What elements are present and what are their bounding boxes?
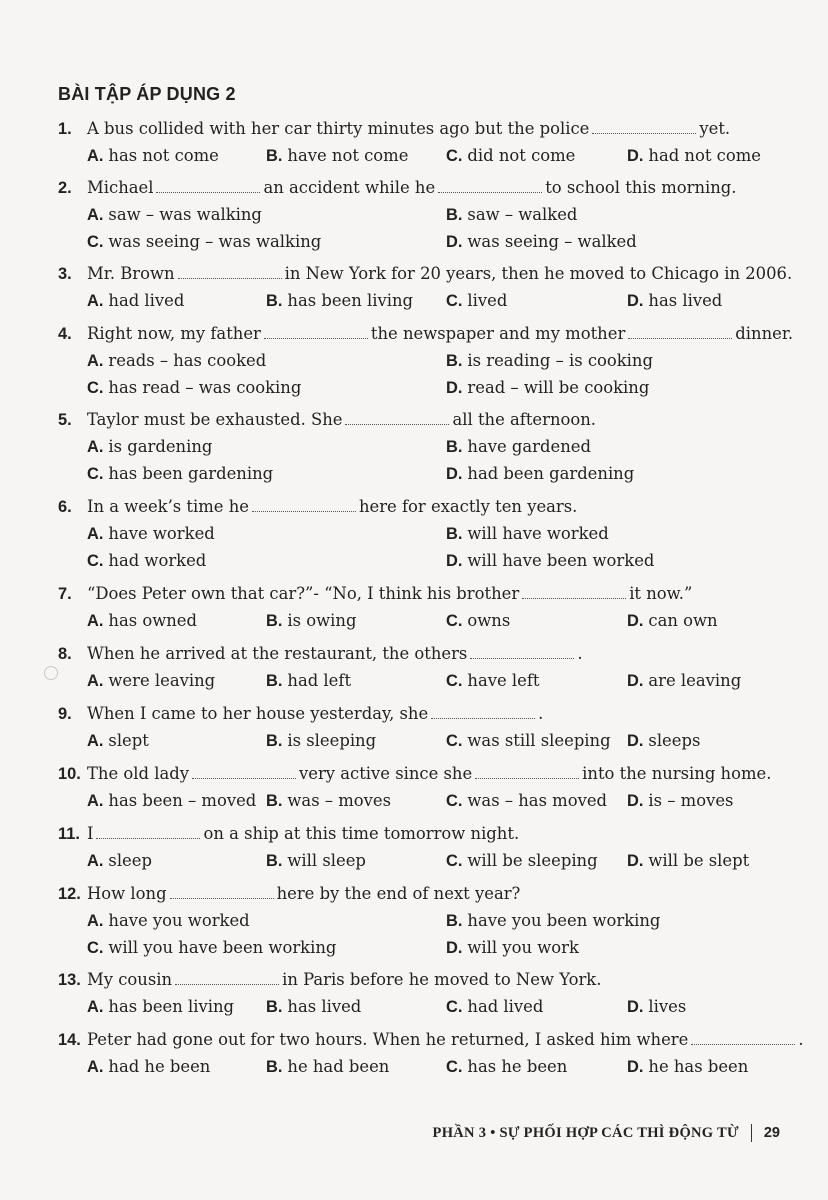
option-letter: C.: [446, 612, 463, 630]
question-number: 9.: [58, 705, 72, 723]
option-text: has owned: [108, 611, 198, 630]
options-row: [58, 907, 661, 934]
answer-blank[interactable]: [345, 412, 449, 425]
options-row: [58, 374, 793, 401]
option-text: has lived: [287, 997, 362, 1016]
option-text: have worked: [108, 524, 215, 543]
option-letter: B.: [266, 147, 283, 165]
question-number: 7.: [58, 585, 72, 603]
option-text: has read – was cooking: [108, 378, 302, 397]
option-b[interactable]: [266, 787, 391, 815]
option-letter: B.: [266, 852, 283, 870]
option-b[interactable]: [446, 520, 609, 548]
option-text: has been – moved: [108, 791, 257, 810]
options-row: [58, 228, 737, 255]
question-stem: [58, 966, 601, 993]
options-row: [58, 347, 793, 374]
option-a[interactable]: [87, 142, 219, 170]
answer-blank[interactable]: [264, 326, 368, 339]
question-14: [58, 1026, 804, 1080]
option-text: has he been: [467, 1057, 568, 1076]
option-letter: D.: [627, 852, 644, 870]
option-text: was – has moved: [467, 791, 608, 810]
option-a[interactable]: [87, 847, 152, 875]
options-row: [58, 547, 655, 574]
answer-blank[interactable]: [522, 586, 626, 599]
option-text: have not come: [287, 146, 409, 165]
option-text: slept: [108, 731, 149, 750]
question-stem: [58, 820, 519, 847]
option-b[interactable]: [266, 287, 413, 315]
option-text: is reading – is cooking: [467, 351, 653, 370]
option-letter: D.: [446, 465, 463, 483]
option-text: will have been worked: [467, 551, 655, 570]
question-stem: [58, 320, 793, 347]
option-text: will you work: [467, 938, 579, 957]
option-letter: C.: [87, 233, 104, 251]
options-row: [58, 287, 792, 314]
option-text: was still sleeping: [467, 731, 611, 750]
answer-blank[interactable]: [691, 1032, 795, 1045]
option-b[interactable]: [446, 347, 653, 375]
exercise-heading: BÀI TẬP ÁP DỤNG 2: [58, 84, 236, 104]
option-letter: B.: [446, 438, 463, 456]
question-number: 13.: [58, 971, 81, 989]
question-number: 11.: [58, 825, 80, 843]
option-letter: A.: [87, 352, 104, 370]
option-c[interactable]: [87, 374, 301, 402]
question-text-after: in New York for 20 years, then he moved to Chicago in 2006.: [284, 264, 793, 283]
answer-blank[interactable]: [628, 326, 732, 339]
question-stem: [58, 260, 792, 287]
options-row: [58, 847, 750, 874]
question-text-after: .: [577, 644, 583, 663]
option-text: had been gardening: [467, 464, 635, 483]
question-text-before: My cousin: [87, 970, 173, 989]
option-letter: D.: [627, 292, 644, 310]
options-row: [58, 460, 635, 487]
question-stem: [58, 880, 520, 907]
option-letter: B.: [266, 792, 283, 810]
option-d[interactable]: [446, 228, 637, 256]
options-row: [58, 727, 701, 754]
option-b[interactable]: [446, 201, 577, 229]
option-a[interactable]: [87, 993, 234, 1021]
option-letter: A.: [87, 672, 104, 690]
option-text: have gardened: [467, 437, 591, 456]
option-letter: D.: [627, 792, 644, 810]
option-d[interactable]: [627, 993, 686, 1021]
option-text: will be slept: [648, 851, 750, 870]
option-c[interactable]: [446, 142, 575, 170]
question-stem: [58, 580, 692, 607]
option-text: has lived: [648, 291, 723, 310]
option-d[interactable]: [627, 727, 700, 755]
option-c[interactable]: [446, 287, 507, 315]
option-text: sleep: [108, 851, 152, 870]
question-text-before: Right now, my father: [87, 324, 261, 343]
option-letter: C.: [87, 939, 104, 957]
option-d[interactable]: [627, 142, 761, 170]
answer-blank[interactable]: [192, 766, 296, 779]
option-letter: D.: [446, 379, 463, 397]
option-a[interactable]: [87, 787, 256, 815]
option-text: was seeing – was walking: [108, 232, 322, 251]
option-text: was seeing – walked: [467, 232, 637, 251]
question-stem: [58, 174, 737, 201]
question-text-before: When I came to her house yesterday, she: [87, 704, 429, 723]
option-text: has been gardening: [108, 464, 274, 483]
answer-blank[interactable]: [431, 706, 535, 719]
option-text: will be sleeping: [467, 851, 598, 870]
answer-blank[interactable]: [252, 499, 356, 512]
option-letter: D.: [446, 552, 463, 570]
question-text-after: on a ship at this time tomorrow night.: [203, 824, 520, 843]
answer-blank[interactable]: [470, 646, 574, 659]
answer-blank[interactable]: [438, 180, 542, 193]
question-12: [58, 880, 661, 961]
option-letter: D.: [627, 998, 644, 1016]
option-d[interactable]: [627, 667, 741, 695]
page-number: 29: [763, 1125, 780, 1141]
option-letter: D.: [627, 612, 644, 630]
option-text: sleeps: [648, 731, 701, 750]
question-1: [58, 115, 761, 169]
option-c[interactable]: [446, 847, 598, 875]
option-letter: C.: [446, 147, 463, 165]
option-c[interactable]: [87, 460, 273, 488]
question-text-after: in Paris before he moved to New York.: [282, 970, 602, 989]
option-text: did not come: [467, 146, 576, 165]
scan-mark: [44, 666, 58, 680]
option-a[interactable]: [87, 347, 266, 375]
option-letter: D.: [446, 233, 463, 251]
option-d[interactable]: [627, 287, 722, 315]
options-row: [58, 993, 687, 1020]
option-d[interactable]: [446, 934, 579, 962]
option-letter: C.: [446, 292, 463, 310]
option-d[interactable]: [627, 787, 733, 815]
options-row: [58, 201, 737, 228]
option-text: can own: [648, 611, 718, 630]
option-d[interactable]: [446, 374, 649, 402]
question-text-before: Michael: [87, 178, 154, 197]
option-text: owns: [467, 611, 511, 630]
option-b[interactable]: [446, 433, 591, 461]
options-row: [58, 433, 596, 460]
question-text-after: .: [538, 704, 544, 723]
option-letter: C.: [446, 1058, 463, 1076]
option-a[interactable]: [87, 607, 197, 635]
option-b[interactable]: [446, 907, 660, 935]
options-row: [58, 607, 718, 634]
question-text-before: When he arrived at the restaurant, the others: [87, 644, 468, 663]
answer-blank[interactable]: [175, 972, 279, 985]
question-number: 6.: [58, 498, 72, 516]
question-stem: [58, 115, 730, 142]
option-text: had lived: [108, 291, 185, 310]
question-text-before: How long: [87, 884, 167, 903]
question-text-after: here by the end of next year?: [276, 884, 521, 903]
question-11: [58, 820, 750, 874]
option-letter: A.: [87, 852, 104, 870]
option-text: will sleep: [287, 851, 366, 870]
question-6: [58, 493, 655, 574]
question-number: 5.: [58, 411, 72, 429]
option-text: saw – walked: [467, 205, 578, 224]
question-text-before: In a week’s time he: [87, 497, 249, 516]
question-13: [58, 966, 687, 1020]
option-a[interactable]: [87, 1053, 210, 1081]
options-row: [58, 667, 742, 694]
option-letter: B.: [266, 672, 283, 690]
option-letter: C.: [87, 379, 104, 397]
option-text: have you been working: [467, 911, 661, 930]
question-text-after: yet.: [699, 119, 731, 138]
question-number: 3.: [58, 265, 72, 283]
option-a[interactable]: [87, 727, 149, 755]
option-letter: C.: [446, 792, 463, 810]
option-letter: B.: [446, 206, 463, 224]
option-a[interactable]: [87, 520, 215, 548]
option-b[interactable]: [266, 993, 361, 1021]
answer-blank[interactable]: [170, 886, 274, 899]
option-d[interactable]: [446, 460, 634, 488]
option-d[interactable]: [627, 607, 718, 635]
question-text-before: Mr. Brown: [87, 264, 175, 283]
options-row: [58, 520, 609, 547]
question-number: 10.: [58, 765, 81, 783]
option-text: have left: [467, 671, 540, 690]
question-number: 12.: [58, 885, 81, 903]
option-c[interactable]: [446, 727, 611, 755]
question-number: 4.: [58, 325, 72, 343]
question-text-middle: the newspaper and my mother: [370, 324, 626, 343]
answer-blank[interactable]: [592, 121, 696, 134]
option-letter: C.: [446, 672, 463, 690]
option-text: is gardening: [108, 437, 213, 456]
question-text-before: Peter had gone out for two hours. When he returned, I asked him where: [87, 1030, 689, 1049]
option-text: will you have been working: [108, 938, 337, 957]
question-5: [58, 406, 635, 487]
option-c[interactable]: [87, 934, 336, 962]
option-a[interactable]: [87, 201, 262, 229]
option-letter: A.: [87, 612, 104, 630]
option-letter: A.: [87, 206, 104, 224]
option-letter: C.: [87, 465, 104, 483]
option-text: was – moves: [287, 791, 392, 810]
option-letter: D.: [627, 672, 644, 690]
option-d[interactable]: [627, 1053, 748, 1081]
option-text: has not come: [108, 146, 219, 165]
options-row: [58, 1053, 804, 1080]
option-c[interactable]: [446, 1053, 567, 1081]
options-row: [58, 934, 579, 961]
question-10: [58, 760, 771, 814]
option-b[interactable]: [266, 142, 408, 170]
option-letter: A.: [87, 438, 104, 456]
question-stem: [58, 493, 577, 520]
option-a[interactable]: [87, 287, 184, 315]
option-b[interactable]: [266, 727, 376, 755]
question-text-after: here for exactly ten years.: [358, 497, 578, 516]
option-letter: A.: [87, 732, 104, 750]
option-text: were leaving: [108, 671, 216, 690]
option-c[interactable]: [446, 993, 543, 1021]
option-c[interactable]: [446, 667, 540, 695]
option-b[interactable]: [266, 1053, 389, 1081]
option-text: saw – was walking: [108, 205, 262, 224]
option-letter: D.: [627, 732, 644, 750]
option-letter: D.: [627, 1058, 644, 1076]
question-2: [58, 174, 737, 255]
option-text: lives: [648, 997, 687, 1016]
footer-section-title: PHẦN 3 • SỰ PHỐI HỢP CÁC THÌ ĐỘNG TỪ: [432, 1124, 739, 1141]
option-letter: B.: [266, 998, 283, 1016]
question-text-after: it now.”: [629, 584, 693, 603]
option-text: he had been: [287, 1057, 390, 1076]
option-text: lived: [467, 291, 508, 310]
question-8: [58, 640, 742, 694]
question-text-after: .: [798, 1030, 804, 1049]
answer-blank[interactable]: [178, 266, 282, 279]
option-letter: B.: [446, 525, 463, 543]
option-letter: B.: [266, 732, 283, 750]
page-footer: [433, 1124, 780, 1142]
option-text: have you worked: [108, 911, 250, 930]
question-text-after: all the afternoon.: [452, 410, 597, 429]
question-text-before: I: [87, 824, 94, 843]
question-7: [58, 580, 718, 634]
option-letter: A.: [87, 998, 104, 1016]
question-3: [58, 260, 792, 314]
option-letter: B.: [266, 292, 283, 310]
option-letter: D.: [446, 939, 463, 957]
option-c[interactable]: [87, 547, 206, 575]
question-stem: [58, 640, 583, 667]
option-letter: C.: [446, 732, 463, 750]
answer-blank[interactable]: [475, 766, 579, 779]
option-letter: C.: [87, 552, 104, 570]
option-text: read – will be cooking: [467, 378, 650, 397]
question-number: 2.: [58, 179, 72, 197]
option-letter: B.: [446, 912, 463, 930]
option-letter: A.: [87, 292, 104, 310]
option-text: is sleeping: [287, 731, 377, 750]
question-number: 1.: [58, 120, 72, 138]
option-text: is owing: [287, 611, 357, 630]
question-number: 14.: [58, 1031, 81, 1049]
option-text: had left: [287, 671, 352, 690]
option-d[interactable]: [627, 847, 749, 875]
option-b[interactable]: [266, 847, 366, 875]
option-letter: A.: [87, 525, 104, 543]
question-text-before: A bus collided with her car thirty minutes ago but the police: [87, 119, 590, 138]
question-4: [58, 320, 793, 401]
option-letter: C.: [446, 998, 463, 1016]
option-letter: D.: [627, 147, 644, 165]
question-stem: [58, 760, 771, 787]
question-9: [58, 700, 701, 754]
option-text: had not come: [648, 146, 761, 165]
answer-blank[interactable]: [96, 826, 200, 839]
option-text: has been living: [108, 997, 235, 1016]
option-text: is – moves: [648, 791, 734, 810]
option-letter: A.: [87, 912, 104, 930]
question-text-before: “Does Peter own that car?”- “No, I think his brother: [87, 584, 520, 603]
option-letter: B.: [266, 612, 283, 630]
question-text-after: dinner.: [735, 324, 794, 343]
question-text-after: into the nursing home.: [582, 764, 772, 783]
option-text: will have worked: [467, 524, 609, 543]
option-text: had he been: [108, 1057, 211, 1076]
question-stem: [58, 1026, 804, 1053]
option-letter: B.: [446, 352, 463, 370]
option-letter: A.: [87, 147, 104, 165]
question-text-after: to school this morning.: [545, 178, 737, 197]
option-c[interactable]: [87, 228, 321, 256]
option-b[interactable]: [266, 607, 356, 635]
option-c[interactable]: [446, 607, 510, 635]
question-text-before: The old lady: [87, 764, 189, 783]
option-text: had lived: [467, 997, 544, 1016]
option-text: reads – has cooked: [108, 351, 267, 370]
options-row: [58, 787, 771, 814]
option-d[interactable]: [446, 547, 654, 575]
option-text: are leaving: [648, 671, 742, 690]
option-text: had worked: [108, 551, 207, 570]
option-letter: A.: [87, 792, 104, 810]
question-stem: [58, 406, 596, 433]
option-letter: C.: [446, 852, 463, 870]
question-text-before: Taylor must be exhausted. She: [87, 410, 343, 429]
question-text-middle: very active since she: [298, 764, 473, 783]
option-letter: B.: [266, 1058, 283, 1076]
option-a[interactable]: [87, 667, 215, 695]
footer-divider: [751, 1124, 752, 1142]
option-a[interactable]: [87, 433, 212, 461]
answer-blank[interactable]: [156, 180, 260, 193]
option-letter: A.: [87, 1058, 104, 1076]
option-c[interactable]: [446, 787, 607, 815]
question-number: 8.: [58, 645, 72, 663]
option-text: he has been: [648, 1057, 749, 1076]
question-stem: [58, 700, 543, 727]
option-text: has been living: [287, 291, 414, 310]
option-a[interactable]: [87, 907, 250, 935]
options-row: [58, 142, 761, 169]
option-b[interactable]: [266, 667, 351, 695]
question-text-middle: an accident while he: [263, 178, 436, 197]
